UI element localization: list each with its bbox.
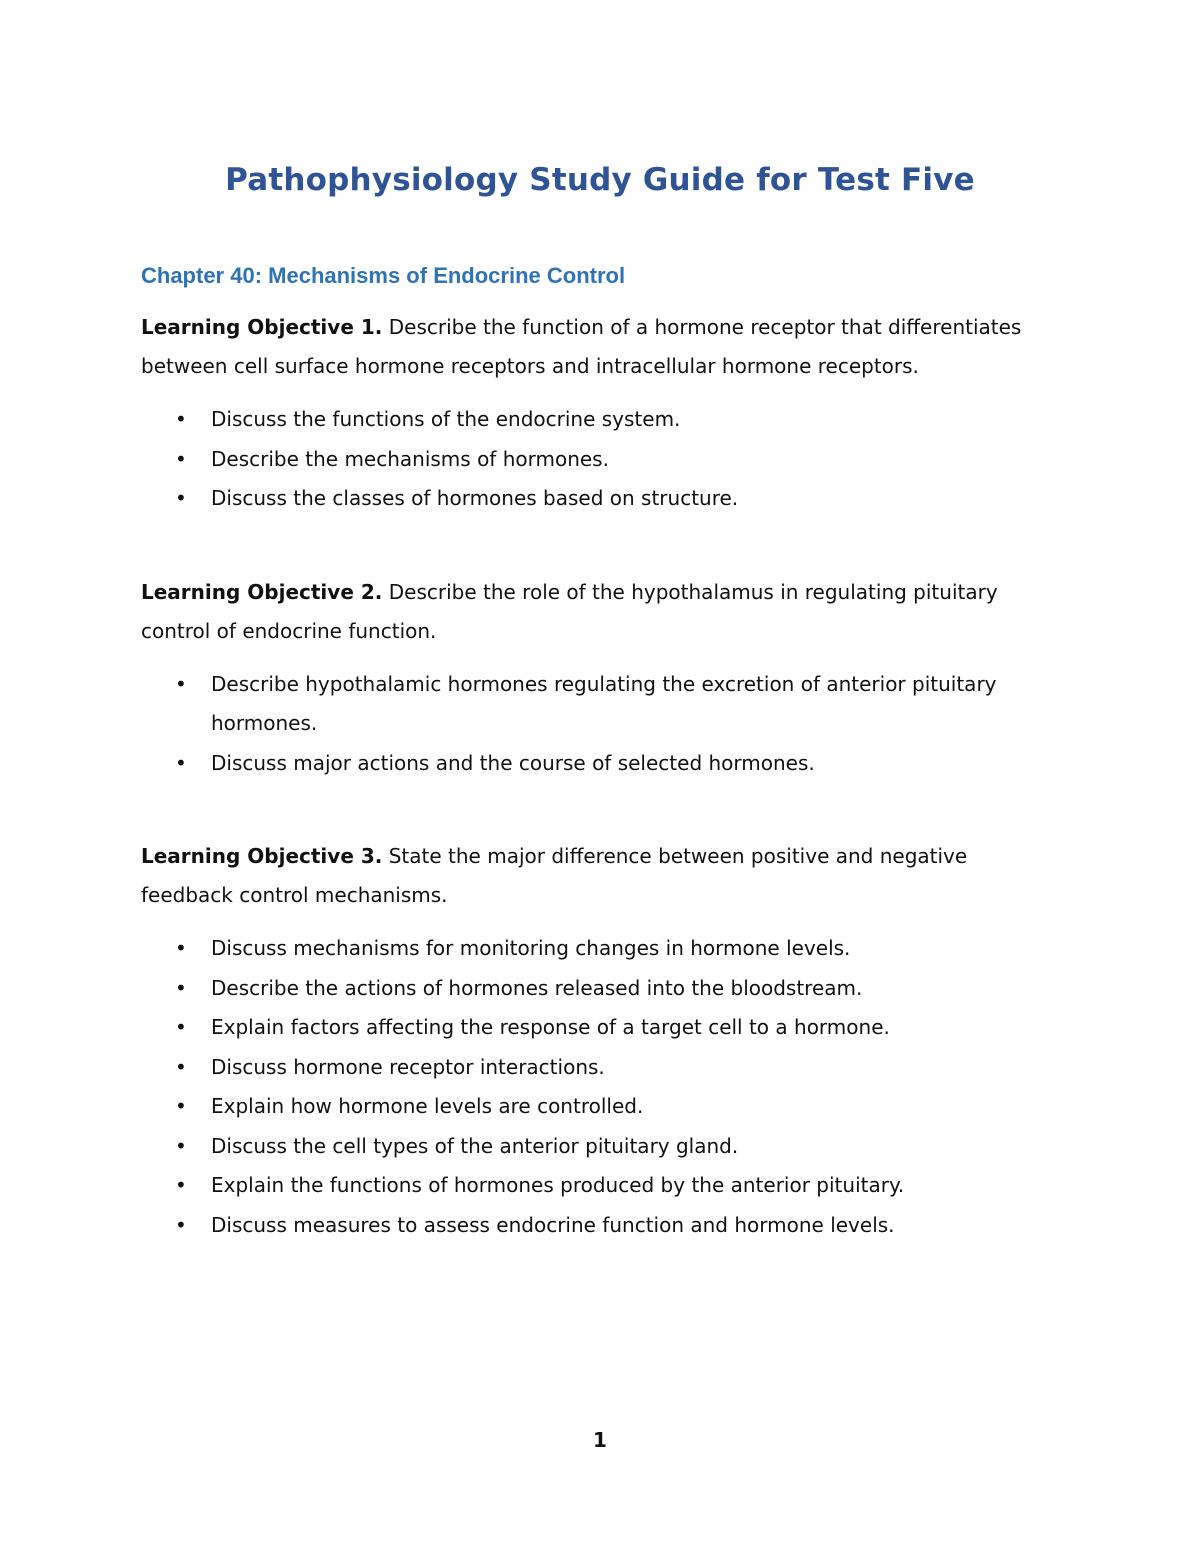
objective-3: [141, 837, 1051, 915]
objective-label: Learning Objective 2.: [141, 579, 383, 604]
list-item: [141, 1206, 1051, 1246]
objective-text: Describe the function of a hormone receptor that differentiates between cell surface hormone receptors and intracellular hormone receptors.: [141, 315, 1022, 378]
list-item-text: Discuss the cell types of the anterior pituitary gland.: [211, 1133, 739, 1158]
list-item-text: Describe the actions of hormones released into the bloodstream.: [211, 975, 863, 1000]
bullet-list: [141, 665, 1051, 784]
bullet-list: [141, 929, 1051, 1245]
bullet-icon: •: [175, 975, 187, 1000]
list-item-text: Describe hypothalamic hormones regulating the excretion of anterior pituitary hormones.: [211, 671, 997, 735]
bullet-icon: •: [175, 750, 187, 775]
objective-label: Learning Objective 1.: [141, 315, 383, 339]
objective-section-3: [141, 837, 1051, 1245]
list-item: [141, 969, 1051, 1009]
bullet-icon: •: [175, 936, 187, 960]
bullet-icon: •: [175, 1054, 187, 1079]
bullet-icon: •: [175, 407, 187, 431]
bullet-icon: •: [175, 1015, 187, 1039]
list-item-text: Discuss major actions and the course of selected hormones.: [211, 750, 815, 775]
list-item: [141, 440, 1051, 480]
objective-text: State the major difference between positive and negative feedback control mechanisms.: [141, 844, 968, 907]
objective-section-1: [141, 308, 1051, 519]
list-item: [141, 400, 1051, 440]
objective-text: Describe the role of the hypothalamus in regulating pituitary control of endocrine function.: [141, 579, 998, 643]
list-item: [141, 665, 1051, 744]
list-item-text: Discuss the classes of hormones based on structure.: [211, 486, 739, 510]
list-item: [141, 479, 1051, 519]
bullet-icon: •: [175, 1133, 187, 1158]
list-item-text: Discuss the functions of the endocrine system.: [211, 407, 681, 431]
bullet-icon: •: [175, 1094, 187, 1118]
list-item-text: Explain the functions of hormones produced by the anterior pituitary.: [211, 1173, 905, 1197]
bullet-icon: •: [175, 671, 187, 696]
list-item-text: Describe the mechanisms of hormones.: [211, 446, 609, 471]
list-item: [141, 929, 1051, 969]
list-item-text: Discuss mechanisms for monitoring changes in hormone levels.: [211, 936, 851, 960]
list-item-text: Discuss measures to assess endocrine function and hormone levels.: [211, 1212, 895, 1237]
objective-1: [141, 308, 1051, 386]
list-item: [141, 1048, 1051, 1088]
list-item: [141, 1008, 1051, 1048]
list-item-text: Discuss hormone receptor interactions.: [211, 1054, 605, 1079]
list-item: [141, 1127, 1051, 1167]
document-body: [141, 260, 1051, 1245]
objective-2: [141, 573, 1051, 651]
bullet-list: [141, 400, 1051, 519]
list-item: [141, 1166, 1051, 1206]
list-item-text: Explain how hormone levels are controlled.: [211, 1094, 644, 1118]
bullet-icon: •: [175, 446, 187, 471]
bullet-icon: •: [175, 1212, 187, 1237]
bullet-icon: •: [175, 1173, 187, 1197]
bullet-icon: •: [175, 486, 187, 510]
list-item: [141, 744, 1051, 784]
page-title: Pathophysiology Study Guide for Test Five: [225, 162, 975, 198]
list-item-text: Explain factors affecting the response of a target cell to a hormone.: [211, 1015, 890, 1039]
page-number: 1: [593, 1428, 607, 1452]
objective-label: Learning Objective 3.: [141, 844, 383, 868]
list-item: [141, 1087, 1051, 1127]
objective-section-2: [141, 573, 1051, 784]
chapter-heading: Chapter 40: Mechanisms of Endocrine Control: [141, 263, 626, 288]
